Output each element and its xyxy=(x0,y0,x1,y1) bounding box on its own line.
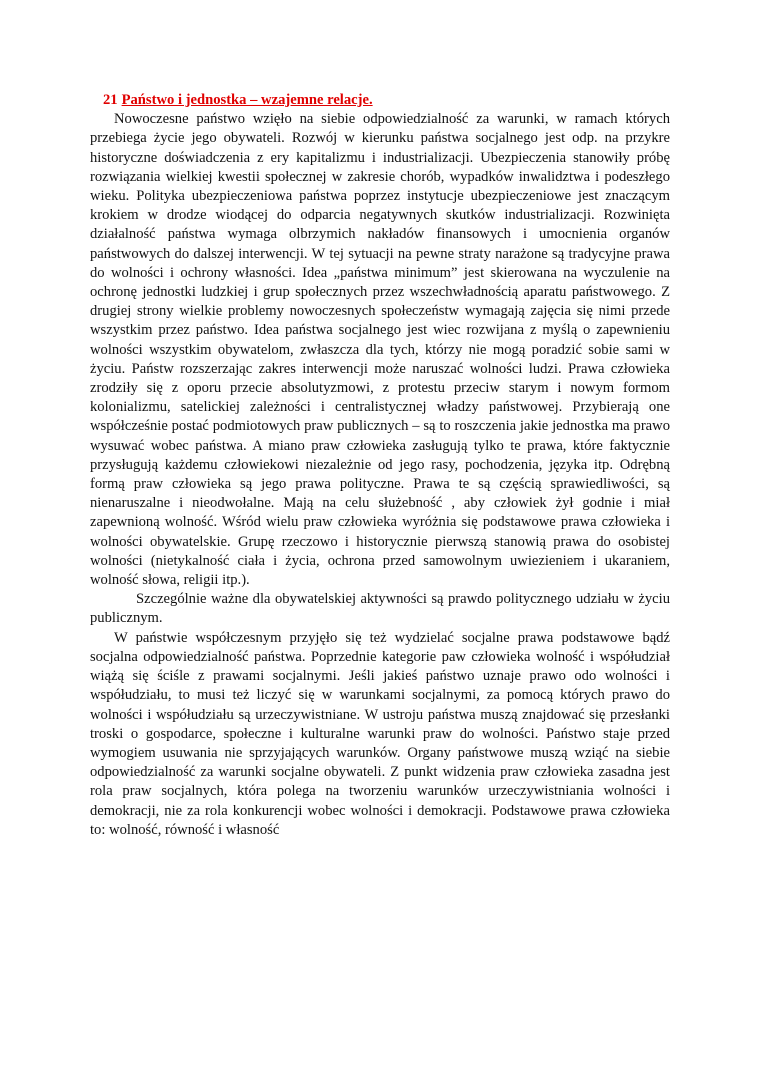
paragraph-3: W państwie współczesnym przyjęło się też wydzielać socjalne prawa podstawowe bądź socjalna odpowiedzialność państwa. Poprzednie kategorie paw człowieka wolność i współudział wiążą się ściśle z prawami socjalnymi. Jeśli jakieś państwo uznaje prawo odo wolności i współudziału, to musi też liczyć się w warunkami socjalnymi, za pomocą których prawo do wolności i współudziału są urzeczywistniane. W ustroju państwa muszą znajdować się przesłanki troski o gospodarce, społeczne i kulturalne warunki praw do wolności. Państwo staje przed wymogiem usuwania nie sprzyjających warunków. Organy państwowe muszą wziąć na siebie odpowiedzialność za warunki socjalne obywateli. Z punkt widzenia praw człowieka zasadna jest rola praw socjalnych, która polega na tworzeniu warunków urzeczywistniania wolności i demokracji, nie za rola konkurencji wobec wolności i demokracji. Podstawowe prawa człowieka to: wolność, równość i własność xyxy=(90,629,670,838)
paragraph-1: Nowoczesne państwo wzięło na siebie odpowiedzialność za warunki, w ramach których przebiega życie jego obywateli. Rozwój w kierunku państwa socjalnego jest odp. na przykre historyczne doświadczenia z ery kapitalizmu i industrializacji. Ubezpieczenia stanowiły próbę rozwiązania wielkiej kwestii społecznej w zakresie chorób, wypadków inwalidztwa i podeszłego wieku. Polityka ubezpieczeniowa państwa poprzez instytucje ubezpieczeniowe jest znaczącym krokiem w drodze wiodącej do odparcia negatywnych skutków industrializacji. Rozwinięta działalność państwa wymaga olbrzymich nakładów finansowych i umocnienia organów państwowych do dalszej interwencji. W tej sytuacji na pewne straty narażone są tradycyjne prawa do wolności i ochrony własności. Idea „państwa minimum” jest skierowana na wyczulenie na ochronę jednostki ludzkiej i grup społecznych przez wszechwładnością aparatu państwowego. Z drugiej strony wielkie problemy nowoczesnych społeczeństw wymagają zajęcia się nimi przede wszystkim przez państwo. Idea państwa socjalnego jest wiec rozwijana z myślą o zapewnieniu wolności wszystkim obywatelom, zwłaszcza dla tych, którzy nie mogą poradzić sobie sami w życiu. Państw rozszerzając zakres interwencji może naruszać wolności ludzi. Prawa człowieka zrodziły się z oporu przecie absolutyzmowi, z protestu przeciw starym i nowym formom kolonializmu, satelickiej zależności i centralistycznej władzy państwowej. Przybierają one współcześnie postać podmiotowych praw publicznych – są to roszczenia jakie jednostka ma prawo wysuwać wobec państwa. A miano praw człowieka zasługują tylko te prawa, które faktycznie przysługują każdemu człowiekowi niezależnie od jego rasy, pochodzenia, języka itp. Odrębną formą praw człowieka są jego prawa polityczne. Prawa te są częścią sprawiedliwości, są nienaruszalne i nieodwołalne. Mają na celu służebność , aby człowiek żył godnie i miał zapewnioną wolność. Wśród wielu praw człowieka wyróżnia się podstawowe prawa człowieka i wolności obywatelskie. Grupę rzeczowo i historycznie pierwszą stanowią prawa do osobistej wolności (nietykalność ciała i życia, ochrona przed samowolnym uwiezieniem i ukaraniem, wolność słowa, religii itp.). xyxy=(90,111,670,589)
section-heading xyxy=(90,91,670,110)
paragraph-2: Szczególnie ważne dla obywatelskiej aktywności są prawdo politycznego udziału w życiu publicznym. xyxy=(90,591,670,627)
section-number: 21 xyxy=(103,92,118,108)
section-title: Państwo i jednostka – wzajemne relacje. xyxy=(121,92,373,108)
document-body xyxy=(90,91,670,840)
